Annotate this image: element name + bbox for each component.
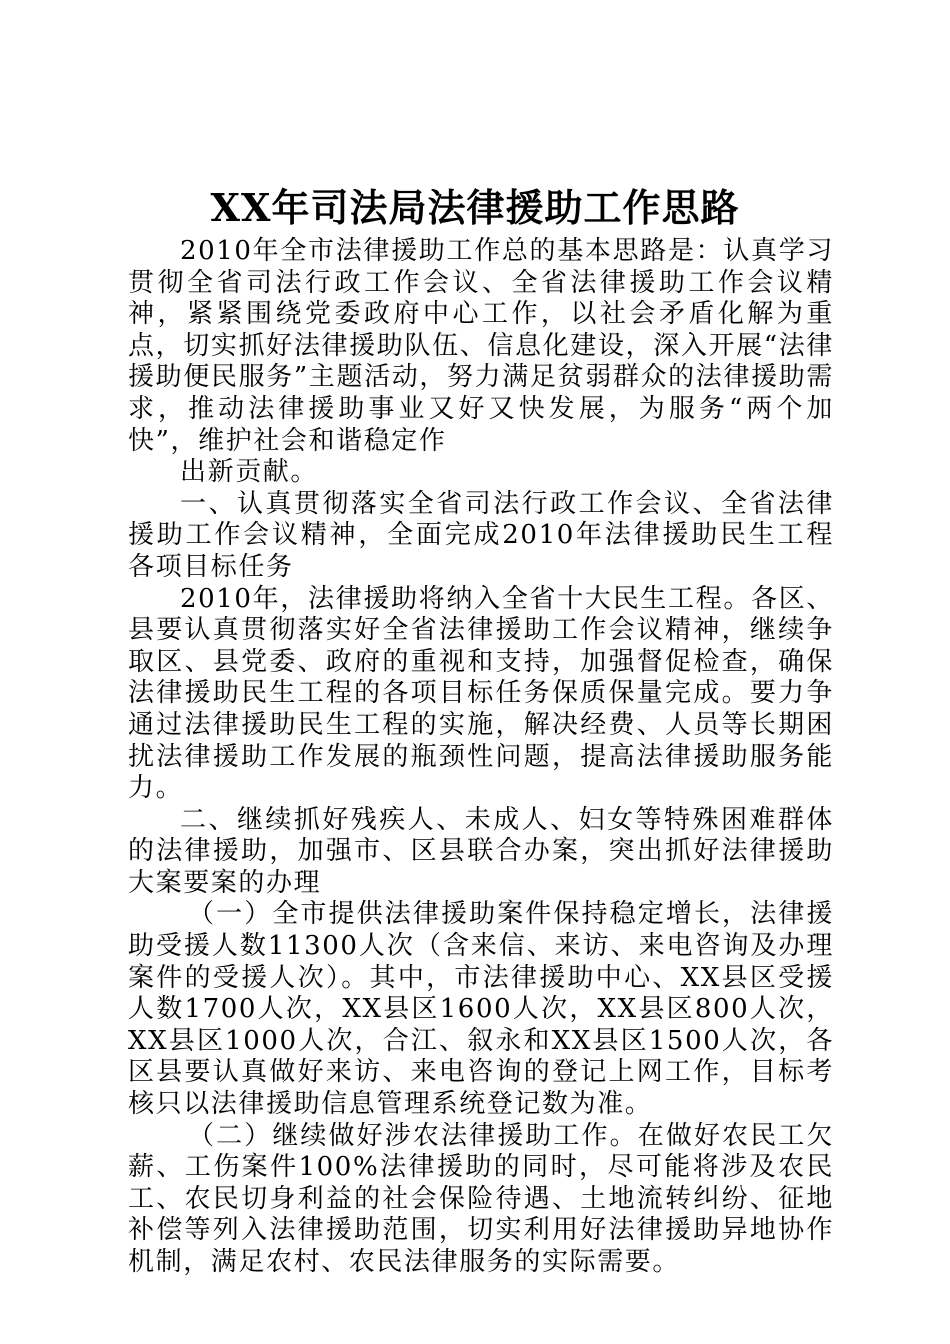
paragraph-intro-continued: 出新贡献。 bbox=[180, 457, 319, 488]
paragraph-intro: 2010年全市法律援助工作总的基本思路是：认真学习贯彻全省司法行政工作会议、全省法律援助工作会议精神，紧紧围绕党委政府中心工作，以社会矛盾化解为重点，切实抓好法律援助队伍、信息化建设，深入开展“法律援助便民服务”主题活动，努力满足贫弱群众的法律援助需求，推动法律援助事业又好又快发展，为服务“两个加快”，维护社会和谐稳定作 bbox=[128, 236, 834, 456]
paragraph-section-1: 2010年，法律援助将纳入全省十大民生工程。各区、县要认真贯彻落实好全省法律援助工作会议精神，继续争取区、县党委、政府的重视和支持，加强督促检查，确保法律援助民生工程的各项目标任务保质保量完成。要力争通过法律援助民生工程的实施，解决经费、人员等长期困扰法律援助工作发展的瓶颈性问题，提高法律援助服务能力。 bbox=[128, 583, 834, 804]
paragraph-item-1: （一）全市提供法律援助案件保持稳定增长，法律援助受援人数11300人次（含来信、来访、来电咨询及办理案件的受援人次）。其中，市法律援助中心、XX县区受援人数1700人次，XX县区1600人次，XX县区800人次，XX县区1000人次，合江、叙永和XX县区1500人次，各区县要认真做好来访、来电咨询的登记上网工作，目标考核只以法律援助信息管理系统登记数为准。 bbox=[128, 899, 834, 1120]
section-heading-2: 二、继续抓好残疾人、未成人、妇女等特殊困难群体的法律援助，加强市、区县联合办案，突出抓好法律援助大案要案的办理 bbox=[128, 804, 834, 898]
section-heading-1: 一、认真贯彻落实全省司法行政工作会议、全省法律援助工作会议精神，全面完成2010年法律援助民生工程各项目标任务 bbox=[128, 488, 834, 582]
document-body bbox=[128, 236, 834, 1279]
paragraph-item-2: （二）继续做好涉农法律援助工作。在做好农民工欠薪、工伤案件100%法律援助的同时，尽可能将涉及农民工、农民切身利益的社会保险待遇、土地流转纠纷、征地补偿等列入法律援助范围，切实利用好法律援助异地协作机制，满足农村、农民法律服务的实际需要。 bbox=[128, 1120, 834, 1277]
document-title: XX年司法局法律援助工作思路 bbox=[210, 185, 740, 230]
